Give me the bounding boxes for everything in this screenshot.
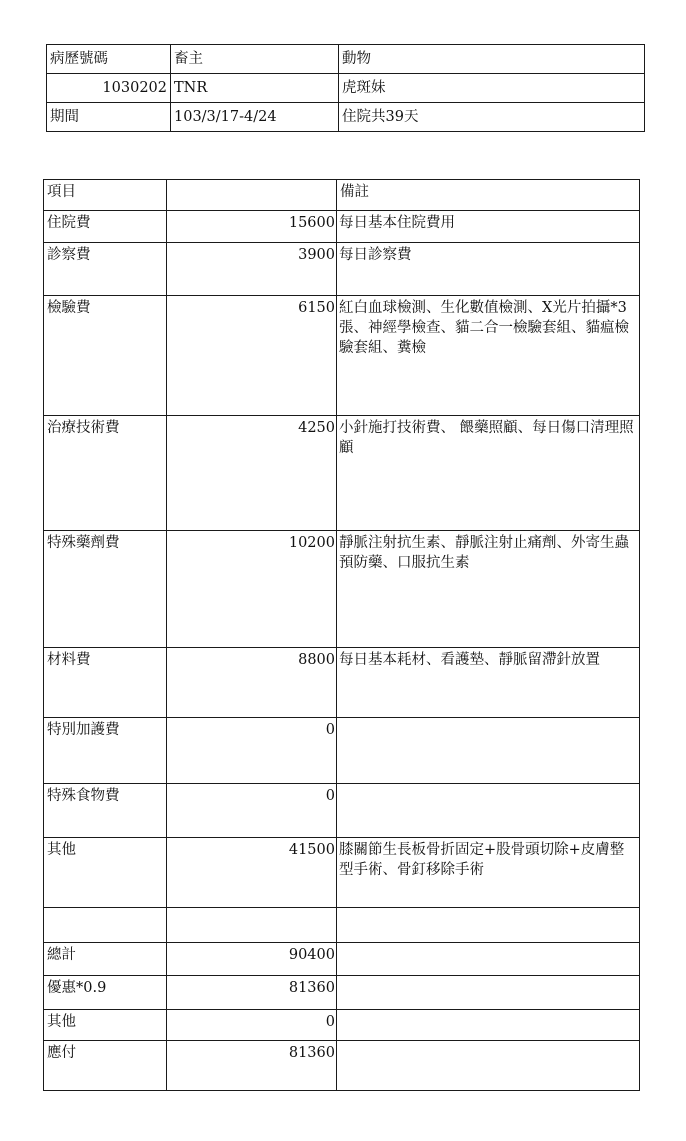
fee-row-total [44,943,640,976]
period-value: 103/3/17-4/24 [171,103,339,132]
fee-row-materials [44,648,640,718]
owner-value: TNR [171,74,339,103]
fee-note: 每日基本住院費用 [337,211,640,243]
fee-note [337,976,640,1010]
fee-amount [167,908,337,943]
fee-item: 優惠*0.9 [44,976,167,1010]
fee-amount: 15600 [167,211,337,243]
column-header-amount [167,180,337,211]
fee-item: 應付 [44,1041,167,1091]
fee-amount: 10200 [167,531,337,648]
fee-item: 檢驗費 [44,296,167,416]
fee-amount: 0 [167,784,337,838]
fee-note [337,908,640,943]
fee-row-discount [44,976,640,1010]
fee-table [43,179,640,1091]
fee-note: 小針施打技術費、 餵藥照顧、每日傷口清理照顧 [337,416,640,531]
fee-item: 其他 [44,1010,167,1041]
fee-amount: 0 [167,1010,337,1041]
fee-item: 住院費 [44,211,167,243]
fee-amount: 41500 [167,838,337,908]
period-row [47,103,645,132]
fee-row-blank [44,908,640,943]
record-no-label: 病歷號碼 [47,45,171,74]
fee-note [337,943,640,976]
fee-row-intensive-care [44,718,640,784]
patient-info-header-row [47,45,645,74]
fee-note: 每日基本耗材、看護墊、靜脈留滯針放置 [337,648,640,718]
fee-amount: 3900 [167,243,337,296]
fee-note: 每日診察費 [337,243,640,296]
fee-amount: 6150 [167,296,337,416]
fee-row-examination [44,296,640,416]
fee-item: 診察費 [44,243,167,296]
fee-row-treatment [44,416,640,531]
fee-table-header [44,180,640,211]
fee-note: 靜脈注射抗生素、靜脈注射止痛劑、外寄生蟲預防藥、口服抗生素 [337,531,640,648]
owner-label: 畜主 [171,45,339,74]
animal-label: 動物 [339,45,645,74]
fee-row-special-food [44,784,640,838]
fee-note: 紅白血球檢測、生化數值檢測、X光片拍攝*3張、神經學檢查、貓二合一檢驗套組、貓瘟檢驗套組、糞檢 [337,296,640,416]
fee-item: 其他 [44,838,167,908]
fee-item: 特別加護費 [44,718,167,784]
fee-amount: 90400 [167,943,337,976]
animal-value: 虎斑妹 [339,74,645,103]
fee-row-other-adjustment [44,1010,640,1041]
column-header-note: 備註 [337,180,640,211]
fee-amount: 0 [167,718,337,784]
fee-item: 總計 [44,943,167,976]
fee-note [337,1010,640,1041]
fee-item [44,908,167,943]
fee-amount: 81360 [167,976,337,1010]
fee-amount: 81360 [167,1041,337,1091]
fee-item: 特殊藥劑費 [44,531,167,648]
fee-amount: 8800 [167,648,337,718]
stay-duration: 住院共39天 [339,103,645,132]
fee-item: 治療技術費 [44,416,167,531]
column-header-item: 項目 [44,180,167,211]
fee-item: 特殊食物費 [44,784,167,838]
fee-row-hospitalization [44,211,640,243]
patient-info-value-row [47,74,645,103]
fee-note [337,784,640,838]
fee-note [337,718,640,784]
fee-row-amount-due [44,1041,640,1091]
fee-note: 膝關節生長板骨折固定+股骨頭切除+皮膚整型手術、骨釘移除手術 [337,838,640,908]
fee-note [337,1041,640,1091]
fee-row-consultation [44,243,640,296]
record-no-value: 1030202 [47,74,171,103]
patient-info-table [46,44,645,132]
fee-item: 材料費 [44,648,167,718]
period-label: 期間 [47,103,171,132]
fee-row-other-surgery [44,838,640,908]
fee-row-special-medication [44,531,640,648]
fee-amount: 4250 [167,416,337,531]
